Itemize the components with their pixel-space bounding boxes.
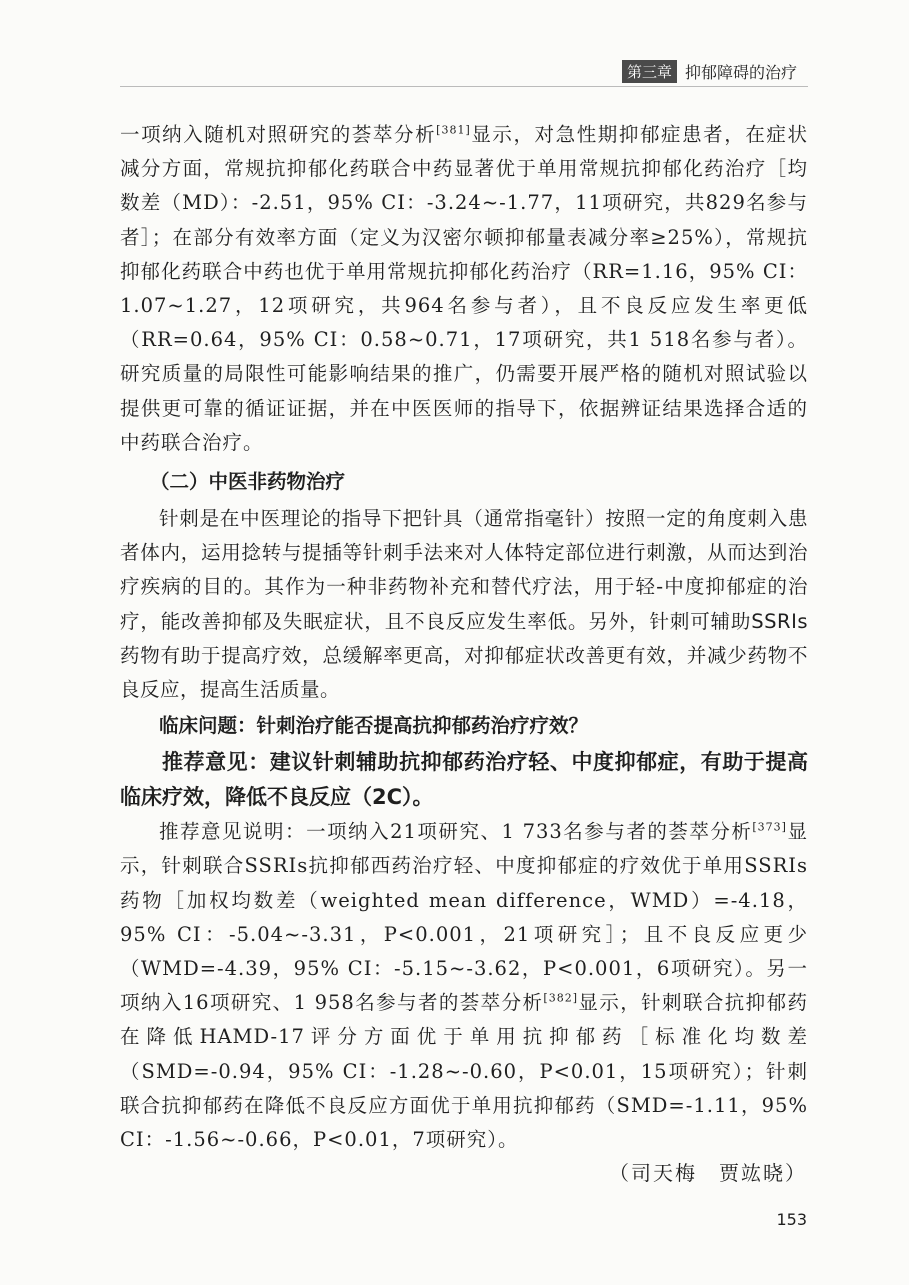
citation-ref: [381] xyxy=(436,123,471,137)
header-divider xyxy=(120,86,808,87)
recommendation: 推荐意见：建议针刺辅助抗抑郁药治疗轻、中度抑郁症，有助于提高临床疗效，降低不良反应（2C）。 xyxy=(120,750,808,810)
chapter-title: 抑郁障碍的治疗 xyxy=(685,63,798,82)
section-heading: （二）中医非药物治疗 xyxy=(150,470,346,494)
clinical-question: 临床问题：针刺治疗能否提高抗抑郁药治疗疗效？ xyxy=(159,714,589,738)
citation-ref: [373] xyxy=(752,820,787,834)
page-body xyxy=(120,118,808,1157)
chapter-tag: 第三章 xyxy=(622,60,677,83)
citation-ref: [382] xyxy=(543,991,578,1005)
paragraph-meta-analysis: 一项纳入随机对照研究的荟萃分析[381]显示，对急性期抑郁症患者，在症状减分方面，常规抗抑郁化药联合中药显著优于单用常规抗抑郁化药治疗［均数差（MD）：-2.51，95% CI：-3.24~-1.77，11项研究，共829名参与者］；在部分有效率方面（定义为汉密尔顿抑郁量表减分率≥25%），常规抗抑郁化药联合中药也优于单用常规抗抑郁化药治疗（RR=1.16，95% CI：1.07~1.27，12项研究，共964名参与者），且不良反应发生率更低（RR=0.64，95% CI：0.58~0.71，17项研究，共1 518名参与者）。研究质量的局限性可能影响结果的推广，仍需要开展严格的随机对照试验以提供更可靠的循证证据，并在中医医师的指导下，依据辨证结果选择合适的中药联合治疗。 xyxy=(120,123,808,454)
running-header xyxy=(622,60,797,83)
author-signature: （司天梅 贾竑晓） xyxy=(609,1161,807,1185)
paragraph-recommendation-notes: 推荐意见说明：一项纳入21项研究、1 733名参与者的荟萃分析[373]显示，针刺联合SSRIs抗抑郁西药治疗轻、中度抑郁症的疗效优于单用SSRIs药物［加权均数差（weighted mean difference，WMD）=-4.18，95% CI：-5.04~-3.31，P<0.001，21项研究］；且不良反应更少（WMD=-4.39，95% CI：-5.15~-3.62，P<0.001，6项研究）。另一项纳入16项研究、1 958名参与者的荟萃分析[382]显示，针刺联合抗抑郁药在降低HAMD-17评分方面优于单用抗抑郁药［标准化均数差（SMD=-0.94，95% CI：-1.28~-0.60，P<0.01，15项研究）；针刺联合抗抑郁药在降低不良反应方面优于单用抗抑郁药（SMD=-1.11，95% CI：-1.56~-0.66，P<0.01，7项研究）。 xyxy=(120,820,808,1152)
paragraph-acupuncture: 针刺是在中医理论的指导下把针具（通常指毫针）按照一定的角度刺入患者体内，运用捻转与提插等针刺手法来对人体特定部位进行刺激，从而达到治疗疾病的目的。其作为一种非药物补充和替代疗法，用于轻-中度抑郁症的治疗，能改善抑郁及失眠症状，且不良反应发生率低。另外，针刺可辅助SSRIs药物有助于提高疗效，总缓解率更高，对抑郁症状改善更有效，并减少药物不良反应，提高生活质量。 xyxy=(120,507,808,702)
page-number: 153 xyxy=(776,1210,807,1229)
